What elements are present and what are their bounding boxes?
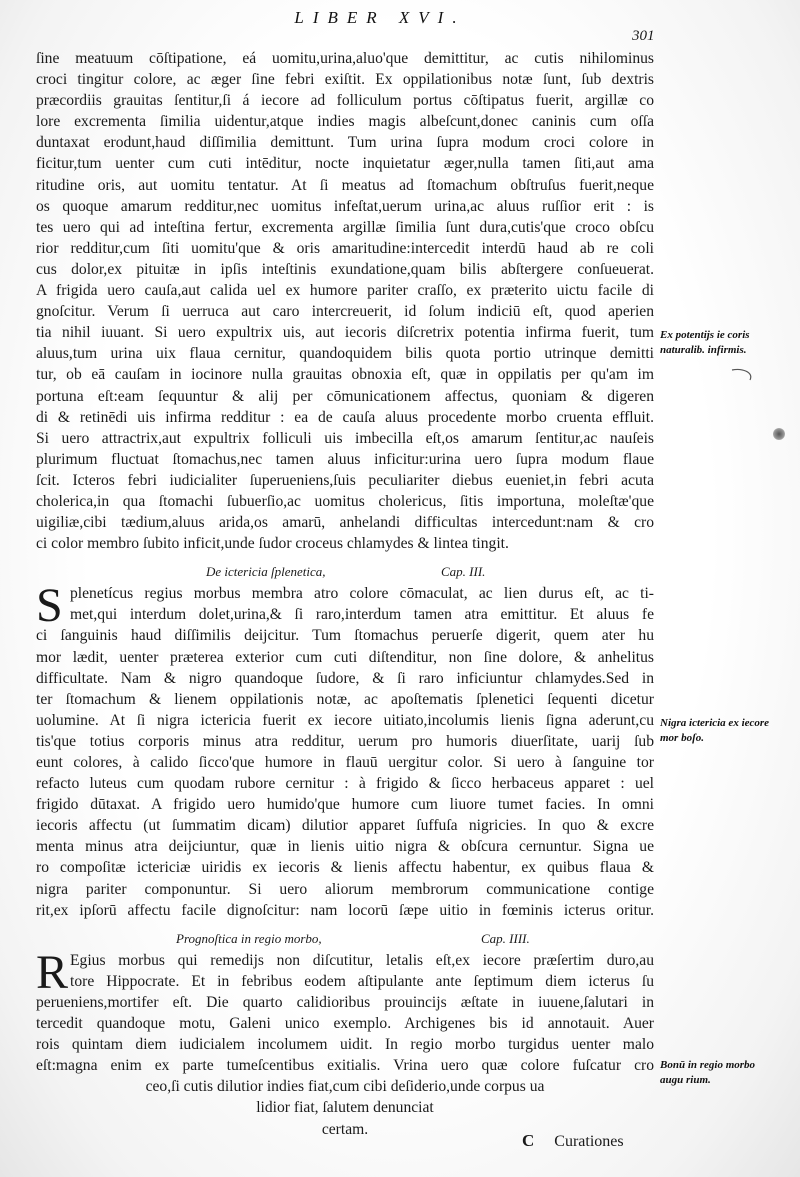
section-prognosis-body <box>36 945 654 1140</box>
text-line: ſcit. Icteros febri iudicialiter ſuperueniens,ſuis peculiariter diebus eueniet,in febri acuta <box>36 471 654 489</box>
text-line: rit,ex ipſorū affectu facile dignoſcitur: nam locorū ſæpe uitio in fœminis icterus oritur. <box>36 901 654 919</box>
text-line: cus dolor,ex pituitæ in ipſis inteſtinis exundatione,quam bilis abſtergere conſueuerat. <box>36 260 654 278</box>
text-line: iecoris affectu (ut ſummatim dicam) dilutior apparet ſuffuſa nigricies. In quo & excre <box>36 817 654 835</box>
text-line: A frigida uero cauſa,aut calida uel ex humore pariter craſſo, ex præterito uictu facile di <box>36 282 654 300</box>
chapter-number: Cap. IIII. <box>481 930 530 946</box>
running-title: LIBER XVI. <box>294 8 466 27</box>
section-title: De ictericia ſplenetica, <box>206 564 326 580</box>
text-line: ritudine oris, aut uomitu tentatur. At ſi meatus ad ſtomachum obſtruſus fuerit,neque <box>36 176 654 194</box>
text-line: menta minus atra deijciuntur, quæ in lienis uitio nigra & obſcura cernuntur. Signa ue <box>36 838 654 856</box>
text-line: præcordiis grauitas ſentitur,ſi á iecore ad folliculum portus cōſtipatus fuerit, argillæ co <box>36 92 654 110</box>
text-line: portuna eſt:eam ſequuntur & alij per cōmunicationem affectus, quoniam & digeren <box>36 387 654 405</box>
text-line: uolumine. At ſi nigra ictericia fuerit ex iecore uitiato,incolumis lienis ſigna aderunt,cu <box>36 711 654 729</box>
text-line: tes uero qui ad inteſtina fertur, excrementa argillæ ſimilia ſunt dura,cutis'que croco obſcu <box>36 218 654 236</box>
text-line: Si uero attractrix,aut expultrix folliculi uis imbecilla eſt,os amarum ſentitur,ac nauſeis <box>36 429 654 447</box>
text-line: rois quintam diem iudicialem incolumem uidit. In regio morbo turgidus uenter malo <box>36 1036 654 1054</box>
text-line: ficitur,tum uenter cum cuti intēditur, nocte inquietatur æger,nulla tamen ſiti,aut ama <box>36 155 654 173</box>
section-splenetic-lines <box>36 579 654 921</box>
chapter-number: Cap. III. <box>441 564 486 580</box>
text-line: gnoſcitur. Verum ſi uerruca aut caro intercreuerit, id ſolum indiciū eſt, quod aperien <box>36 303 654 321</box>
text-line: tercedit quandoque motu, Galeni unico exemplo. Archigenes bis id annotauit. Auer <box>36 1015 654 1033</box>
margin-note: Ex potentijs ie coris naturalib. infirmis. <box>660 329 750 356</box>
text-line: aluus,tum urina uix flaua cernitur, quandoquidem bilis quota portio utrinque demitti <box>36 345 654 363</box>
text-line: mor lædit, uenter præterea exterior cum cuti diſtenditur, non ſine dolore, & anhelitus <box>36 648 654 666</box>
text-line: ro compoſitæ ictericiæ uiridis ex iecoris & lienis affectu habentur, ex quibus flaua & <box>36 859 654 877</box>
text-line: ceo,ſi cutis dilutior indies fiat,cum cibi deſiderio,unde corpus ua <box>145 1078 545 1096</box>
ink-stroke-mark <box>730 366 760 384</box>
text-line: Egius morbus qui remedijs non diſcutitur, letalis eſt,ex iecore præſertim duro,au <box>70 951 654 969</box>
section-prognosis-lines <box>36 945 654 1140</box>
text-line: certam. <box>321 1120 369 1138</box>
section-splenetic-body <box>36 579 654 921</box>
text-line: lidior fiat, ſalutem denunciat <box>256 1099 434 1117</box>
text-line: frigido dūtaxat. A frigido uero humido'que humore cum liuore tumet facies. In omni <box>36 796 654 814</box>
text-line: tis'que totius corporis minus atra redditur, uerum pro humoris diuerſitate, uarij ſub <box>36 732 654 750</box>
section-heading-splenetic <box>36 561 654 583</box>
text-line: tia nihil iuuant. Si uero expultrix uis, aut iecoris diſcretrix potentia infirma fuerit, tum <box>36 324 654 342</box>
text-line: tur, ob eā cauſam in iocinore nulla grauitas obnoxia eſt, quæ in oppilatis per qu'am im <box>36 366 654 384</box>
text-line: ter ſtomachum & lienem oppilationis notæ, ac apoſtematis ſplenetici ſequenti dicetur <box>36 690 654 708</box>
text-line: croci tingitur colore, ac æger ſine febri exiſtit. Ex oppilationibus notæ ſunt, ſub dextris <box>36 71 654 89</box>
margin-note: Nigra ictericia ex iecore mor boſo. <box>660 717 770 744</box>
text-line: di & retinēdi uis infirma redditur : ea de cauſa aluus procedente morbo cruenta effluit. <box>36 408 654 426</box>
signature-mark: C <box>522 1131 535 1150</box>
main-text-block <box>36 48 654 1140</box>
text-line: cholerica,in qua ſtomachi ſubuerſio,ac uomitus cholericus, ſitis importuna, moleſtæ'que <box>36 492 654 510</box>
section-heading-prognosis <box>36 928 654 950</box>
text-line: perueniens,mortifer eſt. Die quarto calidioribus prouincijs æſtate in iuuene,ſalutari in <box>36 993 654 1011</box>
text-line: rior redditur,cum ſiti uomitu'que & oris amaritudine:intercedit interdū haud ab re coli <box>36 239 654 257</box>
catchword <box>522 1131 624 1151</box>
margin-note: Bonū in regio morbo augu rium. <box>660 1059 756 1086</box>
text-line: uigiliæ,cibi tædium,aluus arida,os amarū, anhelandi difficultas intercedunt:nam & cro <box>36 514 654 532</box>
paragraph-jaundice-signs <box>36 48 654 554</box>
text-line: ci ſanguinis haud diſſimilis deijcitur. Tum ſtomachus peruerſe digerit, quem ater hu <box>36 627 654 645</box>
page-number: 301 <box>632 28 655 44</box>
text-line: met,qui interdum dolet,urina,& ſi raro,interdum tamen atra emittitur. Et aluus fe <box>70 606 654 624</box>
text-line: os quoque amarum redditur,nec uomitus infeſtat,uerum urina,ac aluus ruſſior erit : is <box>36 197 654 215</box>
text-line: nigra pariter componuntur. Si uero aliorum membrorum communicatione contige <box>36 880 654 898</box>
text-line: eſt:magna enim ex parte tumeſcentibus exitialis. Vrina uero quæ colore fuſcatur cro <box>36 1057 654 1075</box>
text-line: plurimum fluctuat ſtomachus,nec tamen aluus inficitur:urina uero ſupra modum flaue <box>36 450 654 468</box>
text-line: ci color membro ſubito inficit,unde ſudor croceus chlamydes & lintea tingit. <box>36 535 509 553</box>
ink-blot <box>773 428 785 440</box>
text-line: lore excrementa ſimilia uidentur,atque indies magis albeſcunt,donec caninis cum oſſa <box>36 113 654 131</box>
text-line: refacto luteus cum quodam rubore cernitur : à frigido & ſicco herbaceus apparet : uel <box>36 775 654 793</box>
drop-capital: S <box>36 579 63 633</box>
text-line: eunt colores, à calido ſicco'que humore in flauū uergitur color. Si uero à ſanguine tor <box>36 754 654 771</box>
text-line: duntaxat erodunt,haud diſſimilia demittunt. Tum urina ſupra modum croci colore in <box>36 134 654 152</box>
section-title: Prognoſtica in regio morbo, <box>176 930 322 946</box>
catchword-text: Curationes <box>554 1133 624 1150</box>
drop-capital: R <box>36 945 69 999</box>
text-line: plenetícus regius morbus membra atro colore cōmaculat, ac lien durus eſt, ac ti- <box>70 585 654 603</box>
text-line: difficultate. Nam & nigro quandoque ſudore, & ſi raro inficiuntur chlamydes.Sed in <box>36 669 654 687</box>
text-line: ſine meatuum cōſtipatione, eá uomitu,urina,aluo'que demittitur, ac cutis nihilominus <box>36 50 654 67</box>
text-line: tore Hippocrate. Et in febribus eodem aſtipulante ante ſeptimum diem icterus ſu <box>70 972 654 990</box>
